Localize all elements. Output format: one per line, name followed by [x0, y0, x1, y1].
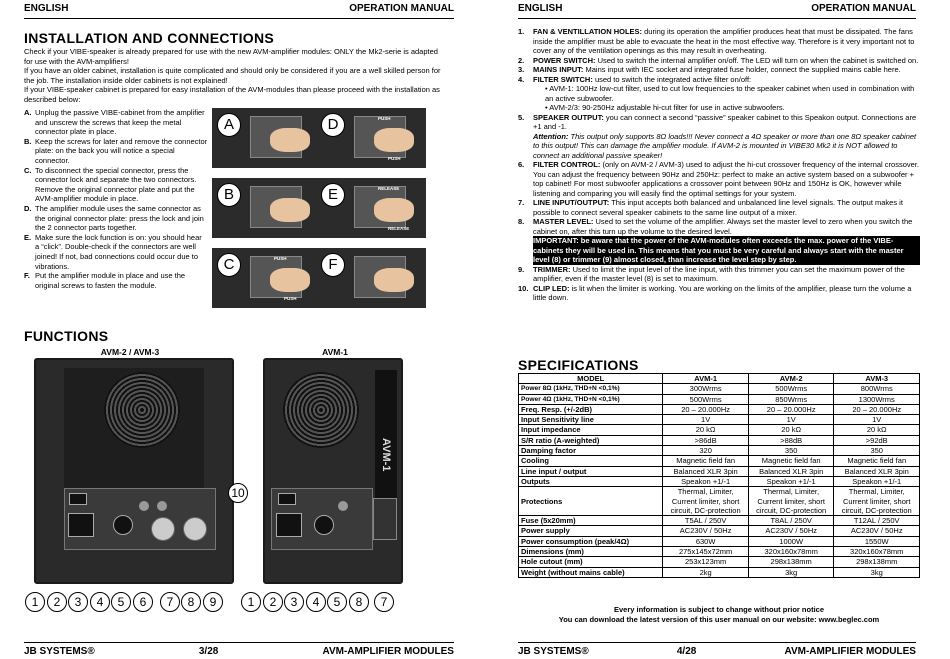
hand-icon [374, 128, 414, 152]
function-body [533, 113, 920, 161]
fan-grille-icon [104, 372, 180, 448]
step-key: D. [24, 203, 32, 213]
function-name: MASTER LEVEL: [533, 217, 594, 226]
spec-row [519, 435, 920, 445]
function-body [533, 198, 920, 217]
callout-number: 3 [284, 592, 304, 612]
spec-value: Speakon +1/-1 [748, 476, 834, 486]
spec-value: 1V [663, 415, 749, 425]
callout-number: 2 [47, 592, 67, 612]
page-header [518, 3, 916, 19]
page-footer [24, 642, 454, 657]
spec-value: 3kg [748, 567, 834, 577]
function-item [518, 160, 920, 198]
function-name: FILTER SWITCH: [533, 74, 593, 84]
photo-step-letter: F [321, 253, 345, 277]
callout-number: 7 [160, 592, 180, 612]
spec-label: Hole cutout (mm) [519, 557, 663, 567]
spec-value: 800Wrms [834, 384, 920, 394]
footer-title: AVM-AMPLIFIER MODULES [322, 646, 454, 657]
spec-header-cell: AVM-2 [748, 374, 834, 384]
step-text: The amplifier module uses the same connector as the original connector plate: press the lock and join the 2 connector parts together. [35, 203, 204, 233]
spec-value: Balanced XLR 3pin [834, 466, 920, 476]
spec-value: 350 [748, 446, 834, 456]
spec-value: Thermal, Limiter, Current limiter, short circuit, DC-protection [663, 487, 749, 516]
speakon-icon [314, 515, 334, 535]
mains-socket-icon [276, 513, 302, 537]
function-body [533, 217, 920, 265]
spec-label: Weight (without mains cable) [519, 567, 663, 577]
spec-row [519, 536, 920, 546]
step-text: Put the amplifier module in place and use the original screws to fasten the module. [35, 271, 186, 290]
spec-value: T5AL / 250V [663, 516, 749, 526]
spec-row [519, 446, 920, 456]
function-item [518, 75, 920, 113]
xlr-output-icon [183, 517, 207, 541]
spec-header-cell: AVM-1 [663, 374, 749, 384]
footer-title: AVM-AMPLIFIER MODULES [784, 646, 916, 657]
spec-row [519, 425, 920, 435]
attention-label: Attention: [533, 131, 569, 141]
spec-value: 1000W [748, 536, 834, 546]
spec-value: 275x145x72mm [663, 547, 749, 557]
spec-value: 500Wrms [663, 394, 749, 404]
specifications-heading: SPECIFICATIONS [518, 357, 639, 373]
spec-row [519, 384, 920, 394]
notice-text: Every information is subject to change without prior notice [613, 605, 825, 614]
spec-value: 3kg [834, 567, 920, 577]
spec-header-cell: MODEL [519, 374, 663, 384]
functions-heading: FUNCTIONS [24, 328, 109, 344]
callout-number: 5 [327, 592, 347, 612]
function-number: 10. [518, 283, 529, 293]
spec-label: Line input / output [519, 466, 663, 476]
spec-label: S/R ratio (A-weighted) [519, 435, 663, 445]
hand-icon [270, 198, 310, 222]
header-language: ENGLISH [24, 3, 69, 14]
intro-paragraph: If you have an older cabinet, installation is quite complicated and should only be considered if you are a well skilled person for the job. The installation inside older cabinets is not explained! [24, 66, 441, 85]
photo-instruction-label: PUSH [378, 116, 391, 121]
callout-number: 7 [374, 592, 394, 612]
filter-bullet [533, 103, 920, 113]
page-footer [518, 642, 916, 657]
master-knob-icon [338, 501, 348, 511]
hand-icon [374, 268, 414, 292]
photo-instruction-label: RELEASE [388, 226, 410, 231]
step-key: C. [24, 165, 32, 175]
spec-label: Power supply [519, 526, 663, 536]
function-text: used to switch the integrated active filter on/off: [592, 74, 752, 84]
function-item [518, 284, 920, 303]
spec-value: 20 – 20.000Hz [663, 404, 749, 414]
callout-number: 1 [241, 592, 261, 612]
spec-row [519, 547, 920, 557]
step-key: E. [24, 232, 32, 242]
mains-socket-icon [68, 513, 94, 537]
spec-value: 1300Wrms [834, 394, 920, 404]
intro-paragraph: If your VIBE-speaker cabinet is prepared for easy installation of the AVM-modules than please proceed with the installation as described below: [24, 85, 440, 104]
avm1-side-label: AVM-1 [375, 370, 397, 540]
photo-instruction-label: PUSH [284, 296, 297, 301]
function-body [533, 56, 920, 66]
spec-value: AC230V / 50Hz [834, 526, 920, 536]
spec-row [519, 415, 920, 425]
footer-page-number: 4/28 [676, 646, 697, 657]
function-body [533, 27, 920, 56]
function-number: 6. [518, 160, 525, 169]
function-text: Used to limit the input level of the line input, with this trimmer you can set the maximum power of the amplifier, even if the master level (8) is set to maximum. [533, 264, 905, 283]
spec-row [519, 404, 920, 414]
spec-label: Power 8Ω (1kHz, THD+N <0,1%) [519, 384, 663, 394]
spec-value: Balanced XLR 3pin [663, 466, 749, 476]
intro-paragraph: Check if your VIBE-speaker is already prepared for use with the new AVM-amplifier modules: ONLY the Mk2-serie is adapted for use with the AVM-amplifiers! [24, 47, 438, 66]
spec-value: Speakon +1/-1 [663, 476, 749, 486]
footer-page-number: 3/28 [198, 646, 219, 657]
function-name: FAN & VENTILLATION HOLES: [533, 27, 643, 36]
function-paragraph [533, 113, 920, 132]
function-body [533, 75, 920, 113]
function-body [533, 284, 920, 303]
filter-knob-icon [139, 501, 149, 511]
xlr-input-icon [151, 517, 175, 541]
spec-value: 320x160x78mm [834, 547, 920, 557]
power-switch-icon [69, 493, 87, 505]
photo-instruction-label: PUSH [388, 156, 401, 161]
spec-value: >86dB [663, 435, 749, 445]
installation-photo [212, 248, 322, 308]
fan-grille-icon [283, 372, 359, 448]
installation-heading: INSTALLATION AND CONNECTIONS [24, 30, 275, 46]
spec-label: Freq. Resp. (+/-2dB) [519, 404, 663, 414]
footer-brand: JB SYSTEMS® [24, 646, 95, 657]
avm1-module [263, 358, 403, 584]
callout-number: 8 [349, 592, 369, 612]
spec-value: 20 kΩ [663, 425, 749, 435]
function-name: SPEAKER OUTPUT: [533, 112, 604, 122]
spec-value: 1V [834, 415, 920, 425]
xlr-panel [373, 498, 397, 540]
spec-label: Power 4Ω (1kHz, THD+N <0,1%) [519, 394, 663, 404]
function-text: is lit when the limiter is working. You are working on the limits of the amplifier, please turn the volume a little down. [533, 283, 912, 302]
function-paragraph [533, 198, 920, 217]
function-number: 4. [518, 74, 525, 84]
step-key: B. [24, 136, 32, 146]
spec-value: Balanced XLR 3pin [748, 466, 834, 476]
installation-step [24, 166, 208, 204]
function-name: LINE INPUT/OUTPUT: [533, 198, 610, 207]
spec-label: Input Sensitivity line [519, 415, 663, 425]
control-panel [64, 488, 216, 550]
function-paragraph [533, 56, 920, 66]
function-item [518, 27, 920, 56]
spec-row [519, 526, 920, 536]
spec-value: Thermal, Limiter, Current limiter, short circuit, DC-protection [834, 487, 920, 516]
function-paragraph [533, 160, 920, 198]
function-number: 5. [518, 112, 525, 122]
spec-label: Power consumption (peak/4Ω) [519, 536, 663, 546]
spec-header-cell: AVM-3 [834, 374, 920, 384]
important-warning: IMPORTANT: be aware that the power of the AVM-modules often exceeds the max. power of the VIBE-cabinets they will be used in. This means that you must be very careful and always start with the master level (8) or trimmer (9) almost closed, than increase the level step by step. [533, 236, 920, 265]
spec-value: 2kg [663, 567, 749, 577]
function-text: Used to switch the internal amplifier on/off. The LED will turn on when the cabinet is switched on. [595, 55, 919, 65]
intro-text [24, 47, 444, 105]
spec-value: 253x123mm [663, 557, 749, 567]
spec-value: >92dB [834, 435, 920, 445]
installation-photo [316, 248, 426, 308]
spec-value: Speakon +1/-1 [834, 476, 920, 486]
installation-step [24, 233, 208, 271]
callout-number: 8 [181, 592, 201, 612]
function-item [518, 198, 920, 217]
installation-steps [24, 108, 208, 290]
function-paragraph [533, 65, 920, 75]
spec-value: Magnetic field fan [834, 456, 920, 466]
photo-step-letter: E [321, 183, 345, 207]
callout-number: 5 [111, 592, 131, 612]
spec-value: AC230V / 50Hz [663, 526, 749, 536]
function-paragraph [533, 75, 920, 85]
hand-icon [374, 198, 414, 222]
spec-header-row [519, 374, 920, 384]
function-paragraph [533, 217, 920, 236]
control-panel [271, 488, 373, 550]
power-switch-icon [278, 493, 296, 505]
function-text: Mains input with IEC socket and integrated fuse holder, connect the supplied mains cable here. [583, 65, 901, 74]
function-name: FILTER CONTROL: [533, 160, 601, 169]
function-item [518, 217, 920, 265]
function-number: 1. [518, 27, 525, 36]
filter-bullet [533, 84, 920, 103]
step-text: Make sure the lock function is on: you should hear a “click”. Double-check if the connectors are well joined! If not, bad connections could occur due to vibrations. [35, 232, 202, 271]
callout-number: 4 [90, 592, 110, 612]
spec-value: 298x138mm [748, 557, 834, 567]
spec-value: T8AL / 250V [748, 516, 834, 526]
spec-value: 350 [834, 446, 920, 456]
callout-number: 1 [25, 592, 45, 612]
hand-icon [270, 128, 310, 152]
bullet-text: AVM-1: 100Hz low-cut filter, used to cut low frequencies to the speaker cabinet when used in combination with an active subwoofer. [545, 84, 915, 103]
installation-step [24, 137, 208, 166]
function-item [518, 56, 920, 66]
spec-value: Magnetic field fan [663, 456, 749, 466]
spec-value: 300Wrms [663, 384, 749, 394]
photo-step-letter: C [217, 253, 241, 277]
page-header [24, 3, 454, 19]
function-name: POWER SWITCH: [533, 55, 596, 65]
callout-number: 9 [203, 592, 223, 612]
callout-number: 3 [68, 592, 88, 612]
spec-value: 1550W [834, 536, 920, 546]
spec-value: >88dB [748, 435, 834, 445]
function-name: CLIP LED: [533, 283, 570, 293]
spec-value: 320x160x78mm [748, 547, 834, 557]
spec-value: AC230V / 50Hz [748, 526, 834, 536]
function-name: MAINS INPUT: [533, 65, 584, 74]
bullet-text: AVM-2/3: 90-250Hz adjustable hi-cut filter for use in active subwoofers. [549, 103, 785, 112]
spec-value: 500Wrms [748, 384, 834, 394]
spec-value: 630W [663, 536, 749, 546]
spec-row [519, 567, 920, 577]
installation-step [24, 204, 208, 233]
spec-value: Thermal, Limiter, Current limiter, short circuit, DC-protection [748, 487, 834, 516]
avm23-module [34, 358, 234, 584]
function-text: you can connect a second “passive” speaker cabinet to this Speakon output. Connections are +1 and -1. [533, 112, 917, 131]
spec-row [519, 456, 920, 466]
spec-value: 20 – 20.000Hz [748, 404, 834, 414]
installation-photo [316, 108, 426, 168]
spec-row [519, 557, 920, 567]
function-body [533, 160, 920, 198]
function-item [518, 65, 920, 75]
left-page [0, 0, 470, 659]
installation-step [24, 108, 208, 137]
avm1-label: AVM-1 [322, 347, 348, 357]
bullet-icon: • [545, 103, 550, 112]
spec-value: Magnetic field fan [748, 456, 834, 466]
step-key: A. [24, 108, 32, 117]
spec-row [519, 487, 920, 516]
photo-instruction-label: RELEASE [378, 186, 400, 191]
function-name: TRIMMER: [533, 264, 571, 274]
step-text: Unplug the passive VIBE-cabinet from the amplifier and unscrew the screws that keep the metal connector plate in place. [35, 108, 205, 137]
bullet-icon: • [545, 84, 550, 93]
spec-value: 298x138mm [834, 557, 920, 567]
function-number: 2. [518, 55, 525, 65]
function-number: 9. [518, 264, 525, 274]
spec-value: 20 kΩ [834, 425, 920, 435]
spec-value: 20 kΩ [748, 425, 834, 435]
spec-row [519, 466, 920, 476]
spec-label: Input impedance [519, 425, 663, 435]
function-text: during its operation the amplifier produces heat that must be dissipated. The fans inside the amplifier must be able to evacuate the heat in the most effective way. Therefore is it very important not to cover any of the ventilation openings as this may result in overheating. [533, 27, 915, 55]
right-page [480, 0, 950, 659]
function-body [533, 65, 920, 75]
master-knob-icon [157, 501, 167, 511]
function-number: 3. [518, 65, 525, 74]
header-title: OPERATION MANUAL [811, 3, 916, 14]
function-item [518, 113, 920, 161]
installation-step [24, 271, 208, 290]
photo-instruction-label: PUSH [274, 256, 287, 261]
function-number: 7. [518, 198, 525, 207]
spec-row [519, 516, 920, 526]
installation-photo [212, 108, 322, 168]
spec-label: Fuse (5x20mm) [519, 516, 663, 526]
speakon-icon [113, 515, 133, 535]
photo-step-letter: A [217, 113, 241, 137]
function-paragraph [533, 27, 920, 56]
download-text: You can download the latest version of this user manual on our website: www.beglec.com [558, 615, 880, 624]
callout-number: 4 [306, 592, 326, 612]
hand-icon [270, 268, 310, 292]
spec-value: 1V [748, 415, 834, 425]
attention-text: This output only supports 8Ω loads!!! Never connect a 4Ω speaker or more than one 8Ω speaker cabinet to this output! This can damage the amplifier module. If AVM-2 is mounted in VIBE30 Mk2 it is NOT allowed to connect an additional passive speaker! [533, 131, 917, 160]
spec-value: 320 [663, 446, 749, 456]
spec-label: Cooling [519, 456, 663, 466]
photo-step-letter: D [321, 113, 345, 137]
callout-10: 10 [228, 483, 248, 503]
avm23-label: AVM-2 / AVM-3 [100, 347, 160, 357]
step-text: To disconnect the special connector, press the connector lock and separate the two connectors. Remove the original connector plate and put the AVM-amplifier module in place. [35, 165, 197, 204]
spec-label: Outputs [519, 476, 663, 486]
spec-rows [519, 384, 920, 578]
function-body [533, 265, 920, 284]
installation-photo [212, 178, 322, 238]
function-paragraph [533, 284, 920, 303]
photo-step-letter: B [217, 183, 241, 207]
installation-photo [316, 178, 426, 238]
functions-list [518, 27, 920, 303]
function-paragraph [533, 265, 920, 284]
callout-number: 2 [263, 592, 283, 612]
spec-label: Damping factor [519, 446, 663, 456]
spec-row [519, 394, 920, 404]
function-text: Used to set the volume of the amplifier. Always set the master level to zero when you switch the cabinet on, after this turn up the volume to the desired level. [533, 217, 913, 236]
function-text: This input accepts both balanced and unbalanced line level signals. The output makes it possible to connect several speaker cabinets to the same line output of a mixer. [533, 198, 903, 217]
specifications-table [518, 373, 920, 578]
step-text: Keep the screws for later and remove the connector plate: on the back you will notice a special connector. [35, 136, 208, 165]
spec-value: 850Wrms [748, 394, 834, 404]
header-title: OPERATION MANUAL [349, 3, 454, 14]
header-language: ENGLISH [518, 3, 563, 14]
spec-row [519, 476, 920, 486]
spec-label: Dimensions (mm) [519, 547, 663, 557]
attention-note [533, 132, 920, 161]
spec-label: Protections [519, 487, 663, 516]
callout-number: 6 [133, 592, 153, 612]
function-item [518, 265, 920, 284]
footer-brand: JB SYSTEMS® [518, 646, 589, 657]
spec-value: 20 – 20.000Hz [834, 404, 920, 414]
function-number: 8. [518, 217, 525, 226]
step-key: F. [24, 271, 30, 281]
spec-value: T12AL / 250V [834, 516, 920, 526]
function-text: (only on AVM-2 / AVM-3) used to adjust the hi-cut crossover frequency of the internal crossover. You can adjust the frequency between 90Hz and 250Hz: perfect to make an active system based on a subwoofer + top cabinet! For most subwoofer applications a crossover point between 90Hz and 150Hz is OK, however while listening and comparing you will easily find the optimal settings for your system. [533, 160, 919, 198]
